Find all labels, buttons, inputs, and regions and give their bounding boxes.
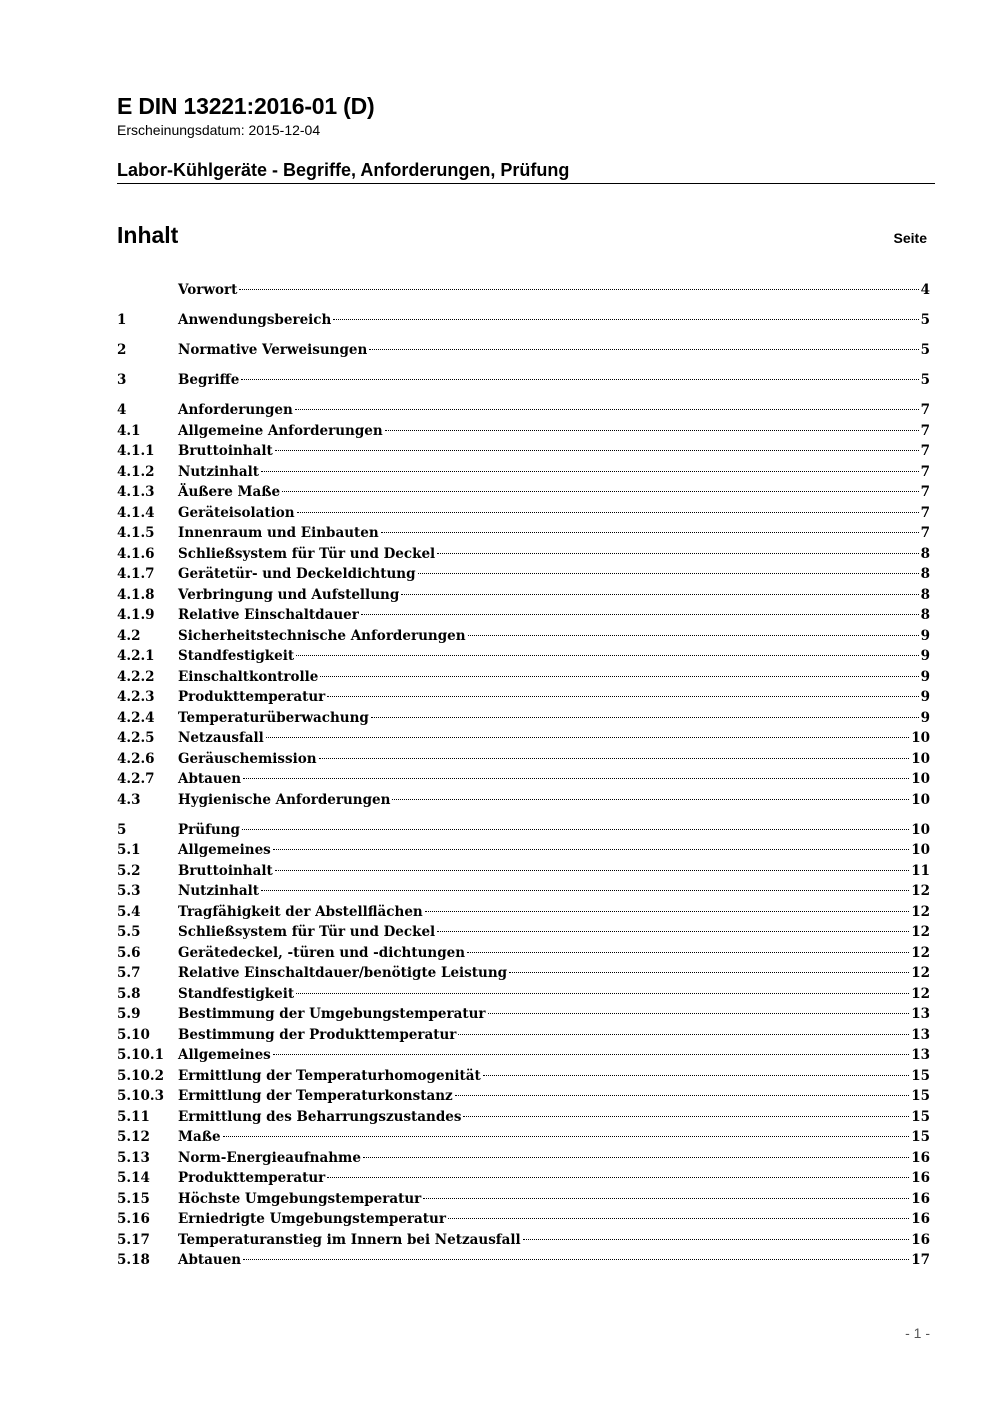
toc-entry-number: 4.2.4 xyxy=(117,709,155,726)
toc-entry-number: 5.10.2 xyxy=(117,1067,164,1084)
toc-entry-page: 7 xyxy=(920,504,930,521)
toc-entry-label: Gerätedeckel, -türen und -dichtungen xyxy=(178,944,466,961)
toc-entry-number: 4.2.7 xyxy=(117,771,155,787)
toc-entry-page: 8 xyxy=(920,607,930,623)
toc-entry[interactable] xyxy=(117,370,930,391)
toc-entry-label: Geräteisolation xyxy=(178,504,295,521)
toc-dot-leader xyxy=(483,1075,909,1076)
toc-entry-label: Tragfähigkeit der Abstellflächen xyxy=(178,903,423,920)
toc-entry[interactable] xyxy=(117,840,930,861)
toc-entry[interactable] xyxy=(117,1107,930,1128)
toc-dot-leader xyxy=(273,1054,909,1055)
toc-entry[interactable] xyxy=(117,310,930,331)
toc-entry-number: 4.2.6 xyxy=(117,750,155,767)
toc-entry-page: 9 xyxy=(920,627,930,644)
toc-entry-number: 4.2 xyxy=(117,627,141,644)
toc-dot-leader xyxy=(401,594,918,595)
toc-dot-leader xyxy=(320,676,918,677)
toc-entry-label: Vorwort xyxy=(178,282,238,298)
page-column-label: Seite xyxy=(893,230,927,246)
toc-entry-number: 5.11 xyxy=(117,1108,150,1125)
toc-entry-label: Abtauen xyxy=(178,771,242,787)
toc-entry[interactable] xyxy=(117,749,930,770)
toc-entry[interactable] xyxy=(117,544,930,565)
toc-entry[interactable] xyxy=(117,708,930,729)
toc-entry[interactable] xyxy=(117,1230,930,1251)
toc-entry[interactable] xyxy=(117,963,930,984)
toc-entry-label: Bruttoinhalt xyxy=(178,443,273,459)
toc-entry-number: 4.1.4 xyxy=(117,504,155,521)
toc-entry-label: Relative Einschaltdauer xyxy=(178,607,359,623)
toc-dot-leader xyxy=(296,655,918,656)
toc-entry[interactable] xyxy=(117,922,930,943)
toc-dot-leader xyxy=(239,289,918,290)
toc-dot-leader xyxy=(223,1136,910,1137)
toc-dot-leader xyxy=(423,1198,909,1199)
toc-entry-page: 15 xyxy=(911,1088,930,1104)
toc-entry-label: Verbringung und Aufstellung xyxy=(178,586,400,603)
toc-entry-number: 5.1 xyxy=(117,842,141,858)
toc-entry[interactable] xyxy=(117,1045,930,1066)
toc-entry[interactable] xyxy=(117,462,930,483)
toc-dot-leader xyxy=(282,491,919,492)
toc-entry-number: 2 xyxy=(117,342,127,358)
toc-entry[interactable] xyxy=(117,400,930,421)
toc-entry-page: 15 xyxy=(911,1108,930,1125)
toc-entry-page: 10 xyxy=(911,730,930,746)
toc-entry-page: 5 xyxy=(920,312,930,328)
toc-dot-leader xyxy=(363,1157,909,1158)
toc-entry-page: 5 xyxy=(920,372,930,388)
toc-entry[interactable] xyxy=(117,687,930,708)
toc-entry-label: Gerätetür- und Deckeldichtung xyxy=(178,566,416,582)
toc-entry-page: 10 xyxy=(911,791,930,808)
toc-entry-label: Bestimmung der Produkttemperatur xyxy=(178,1026,457,1043)
toc-entry-number: 5.10.1 xyxy=(117,1047,164,1063)
toc-entry-page: 9 xyxy=(920,689,930,705)
toc-heading: Inhalt xyxy=(117,222,179,248)
toc-dot-leader xyxy=(463,1116,909,1117)
toc-entry-label: Geräuschemission xyxy=(178,750,317,767)
toc-dot-leader xyxy=(319,758,910,759)
toc-dot-leader xyxy=(523,1239,910,1240)
toc-entry[interactable] xyxy=(117,340,930,361)
toc-entry-label: Standfestigkeit xyxy=(178,648,295,664)
toc-header xyxy=(117,222,927,252)
toc-entry-page: 10 xyxy=(911,821,930,838)
toc-entry-page: 12 xyxy=(911,903,930,920)
toc-entry-number: 4.2.3 xyxy=(117,689,155,705)
toc-entry[interactable] xyxy=(117,564,930,585)
toc-entry-page: 10 xyxy=(911,842,930,858)
toc-entry-number: 1 xyxy=(117,312,127,328)
toc-entry-number: 5.9 xyxy=(117,1006,141,1022)
toc-entry-page: 16 xyxy=(911,1231,930,1248)
toc-entry-number: 4.1.5 xyxy=(117,525,155,541)
toc-entry[interactable] xyxy=(117,482,930,503)
toc-entry-number: 5.12 xyxy=(117,1129,150,1145)
toc-entry-label: Sicherheitstechnische Anforderungen xyxy=(178,627,466,644)
toc-entry[interactable] xyxy=(117,626,930,647)
toc-dot-leader xyxy=(437,931,909,932)
toc-entry-label: Nutzinhalt xyxy=(178,463,259,480)
toc-entry-number: 5.3 xyxy=(117,883,141,899)
toc-dot-leader xyxy=(437,553,918,554)
toc-entry[interactable] xyxy=(117,790,930,811)
toc-entry-label: Relative Einschaltdauer/benötigte Leistung xyxy=(178,965,508,981)
toc-entry[interactable] xyxy=(117,881,930,902)
toc-entry-label: Netzausfall xyxy=(178,730,264,746)
toc-dot-leader xyxy=(361,614,919,615)
toc-entry-page: 10 xyxy=(911,750,930,767)
toc-entry-page: 7 xyxy=(920,525,930,541)
toc-entry-label: Äußere Maße xyxy=(178,484,281,500)
toc-entry-page: 8 xyxy=(920,566,930,582)
toc-dot-leader xyxy=(381,532,919,533)
toc-dot-leader xyxy=(448,1218,909,1219)
toc-dot-leader xyxy=(455,1095,910,1096)
toc-dot-leader xyxy=(275,870,910,871)
toc-entry-number: 5.14 xyxy=(117,1170,150,1186)
toc-entry-page: 15 xyxy=(911,1129,930,1145)
toc-entry-number: 5.10 xyxy=(117,1026,150,1043)
toc-entry[interactable] xyxy=(117,1148,930,1169)
toc-dot-leader xyxy=(266,737,909,738)
toc-entry-number: 5.7 xyxy=(117,965,141,981)
toc-entry-page: 7 xyxy=(920,463,930,480)
toc-entry-label: Produkttemperatur xyxy=(178,689,326,705)
toc-entry[interactable] xyxy=(117,820,930,841)
toc-entry-page: 12 xyxy=(911,883,930,899)
toc-entry[interactable] xyxy=(117,1209,930,1230)
toc-entry-page: 9 xyxy=(920,709,930,726)
toc-entry-page: 12 xyxy=(911,965,930,981)
toc-entry-label: Höchste Umgebungstemperatur xyxy=(178,1190,422,1207)
toc-entry-page: 4 xyxy=(920,282,930,298)
toc-entry-page: 13 xyxy=(911,1026,930,1043)
toc-entry[interactable] xyxy=(117,421,930,442)
toc-dot-leader xyxy=(273,849,909,850)
toc-entry-label: Temperaturüberwachung xyxy=(178,709,369,726)
toc-entry-number: 4.2.5 xyxy=(117,730,155,746)
toc-entry-label: Hygienische Anforderungen xyxy=(178,791,391,808)
toc-dot-leader xyxy=(458,1034,909,1035)
toc-entry-page: 16 xyxy=(911,1149,930,1166)
toc-entry-label: Allgemeines xyxy=(178,1047,271,1063)
toc-entry-label: Bestimmung der Umgebungstemperatur xyxy=(178,1006,486,1022)
toc-entry-number: 5.4 xyxy=(117,903,141,920)
toc-entry-label: Allgemeines xyxy=(178,842,271,858)
toc-dot-leader xyxy=(327,696,918,697)
toc-dot-leader xyxy=(467,952,909,953)
toc-entry-page: 10 xyxy=(911,771,930,787)
toc-entry-number: 5.17 xyxy=(117,1231,150,1248)
toc-dot-leader xyxy=(261,890,909,891)
toc-entry-page: 7 xyxy=(920,484,930,500)
toc-entry-label: Einschaltkontrolle xyxy=(178,668,319,685)
toc-dot-leader xyxy=(392,799,909,800)
toc-entry-label: Schließsystem für Tür und Deckel xyxy=(178,924,436,940)
toc-dot-leader xyxy=(369,349,918,350)
toc-entry-number: 4.1.9 xyxy=(117,607,155,623)
toc-dot-leader xyxy=(295,409,919,410)
toc-entry-number: 5.6 xyxy=(117,944,141,961)
toc-entry-number: 5.10.3 xyxy=(117,1088,164,1104)
toc-dot-leader xyxy=(296,993,909,994)
toc-entry[interactable] xyxy=(117,441,930,462)
toc-entry-page: 12 xyxy=(911,924,930,940)
toc-dot-leader xyxy=(425,911,909,912)
toc-entry[interactable] xyxy=(117,1025,930,1046)
toc-entry-label: Ermittlung des Beharrungszustandes xyxy=(178,1108,462,1125)
toc-entry-number: 4.1.7 xyxy=(117,566,155,582)
toc-entry-page: 16 xyxy=(911,1170,930,1186)
toc-entry-label: Normative Verweisungen xyxy=(178,342,368,358)
toc-dot-leader xyxy=(243,1259,909,1260)
toc-entry-page: 16 xyxy=(911,1190,930,1207)
toc-dot-leader xyxy=(468,635,919,636)
toc-entry-page: 15 xyxy=(911,1067,930,1084)
toc-entry[interactable] xyxy=(117,861,930,882)
toc-entry-page: 11 xyxy=(911,862,930,879)
toc-entry-page: 7 xyxy=(920,402,930,418)
toc-entry-number: 5.15 xyxy=(117,1190,150,1207)
toc-entry-label: Abtauen xyxy=(178,1252,242,1268)
toc-entry-number: 4.1.3 xyxy=(117,484,155,500)
toc-dot-leader xyxy=(241,379,918,380)
toc-dot-leader xyxy=(261,471,919,472)
toc-entry[interactable] xyxy=(117,943,930,964)
toc-dot-leader xyxy=(297,512,919,513)
toc-entry[interactable] xyxy=(117,646,930,667)
toc-entry-number: 5 xyxy=(117,821,127,838)
publication-date: Erscheinungsdatum: 2015-12-04 xyxy=(117,122,321,138)
toc-entry-label: Prüfung xyxy=(178,821,240,838)
toc-entry-label: Produkttemperatur xyxy=(178,1170,326,1186)
toc-entry[interactable] xyxy=(117,1189,930,1210)
toc-entry-label: Innenraum und Einbauten xyxy=(178,525,379,541)
toc-entry-label: Begriffe xyxy=(178,372,240,388)
toc-entry-number: 4.1 xyxy=(117,422,141,439)
toc-entry-page: 16 xyxy=(911,1211,930,1227)
document-title: Labor-Kühlgeräte - Begriffe, Anforderungen, Prüfung xyxy=(117,159,935,184)
toc-entry-label: Standfestigkeit xyxy=(178,985,295,1002)
toc-entry[interactable] xyxy=(117,1066,930,1087)
toc-entry-page: 13 xyxy=(911,1006,930,1022)
toc-entry[interactable] xyxy=(117,902,930,923)
toc-dot-leader xyxy=(275,450,919,451)
toc-entry-label: Ermittlung der Temperaturkonstanz xyxy=(178,1088,453,1104)
toc-dot-leader xyxy=(418,573,919,574)
toc-entry-page: 7 xyxy=(920,422,930,439)
toc-entry-number: 5.13 xyxy=(117,1149,150,1166)
toc-entry-label: Schließsystem für Tür und Deckel xyxy=(178,545,436,562)
toc-entry-number: 4.1.1 xyxy=(117,443,155,459)
toc-entry-number: 4.3 xyxy=(117,791,141,808)
toc-entry-label: Maße xyxy=(178,1129,221,1145)
document-header xyxy=(117,92,935,184)
toc-entry[interactable] xyxy=(117,523,930,544)
toc-entry-number: 5.16 xyxy=(117,1211,150,1227)
toc-entry[interactable] xyxy=(117,769,930,790)
toc-entry-label: Norm-Energieaufnahme xyxy=(178,1149,361,1166)
toc-dot-leader xyxy=(385,430,919,431)
toc-entry-number: 5.18 xyxy=(117,1252,150,1268)
toc-entry-number: 4 xyxy=(117,402,127,418)
toc-entry-number: 5.5 xyxy=(117,924,141,940)
toc-entry[interactable] xyxy=(117,585,930,606)
toc-entry-label: Temperaturanstieg im Innern bei Netzausfall xyxy=(178,1231,521,1248)
toc-dot-leader xyxy=(509,972,909,973)
toc-entry[interactable] xyxy=(117,1086,930,1107)
toc-entry[interactable] xyxy=(117,1127,930,1148)
toc-entry[interactable] xyxy=(117,280,930,301)
toc-entry-page: 9 xyxy=(920,668,930,685)
toc-entry[interactable] xyxy=(117,728,930,749)
toc-entry-page: 7 xyxy=(920,443,930,459)
toc-entry-number: 4.1.6 xyxy=(117,545,155,562)
toc-entry-label: Anforderungen xyxy=(178,402,293,418)
table-of-contents xyxy=(117,280,930,1271)
toc-entry[interactable] xyxy=(117,1168,930,1189)
toc-entry-label: Anwendungsbereich xyxy=(178,312,332,328)
toc-entry-page: 12 xyxy=(911,985,930,1002)
toc-entry-label: Nutzinhalt xyxy=(178,883,259,899)
toc-entry-label: Erniedrigte Umgebungstemperatur xyxy=(178,1211,446,1227)
page-number: - 1 - xyxy=(905,1325,930,1341)
toc-entry-number: 4.2.2 xyxy=(117,668,155,685)
toc-entry-number: 4.2.1 xyxy=(117,648,155,664)
toc-entry[interactable] xyxy=(117,984,930,1005)
toc-entry-label: Allgemeine Anforderungen xyxy=(178,422,383,439)
toc-entry-label: Bruttoinhalt xyxy=(178,862,273,879)
toc-dot-leader xyxy=(242,829,909,830)
toc-entry[interactable] xyxy=(117,1004,930,1025)
toc-entry[interactable] xyxy=(117,503,930,524)
toc-entry-page: 8 xyxy=(920,545,930,562)
toc-entry-label: Ermittlung der Temperaturhomogenität xyxy=(178,1067,481,1084)
toc-entry-page: 17 xyxy=(911,1252,930,1268)
toc-entry-number: 3 xyxy=(117,372,127,388)
toc-dot-leader xyxy=(243,778,909,779)
toc-entry[interactable] xyxy=(117,1250,930,1271)
toc-entry-number: 4.1.8 xyxy=(117,586,155,603)
toc-entry-page: 5 xyxy=(920,342,930,358)
toc-dot-leader xyxy=(488,1013,910,1014)
toc-entry-page: 13 xyxy=(911,1047,930,1063)
toc-entry-page: 12 xyxy=(911,944,930,961)
toc-entry-number: 4.1.2 xyxy=(117,463,155,480)
toc-dot-leader xyxy=(327,1177,909,1178)
toc-entry-page: 9 xyxy=(920,648,930,664)
toc-dot-leader xyxy=(371,717,919,718)
toc-entry-number: 5.8 xyxy=(117,985,141,1002)
toc-entry[interactable] xyxy=(117,667,930,688)
toc-entry[interactable] xyxy=(117,605,930,626)
toc-entry-number: 5.2 xyxy=(117,862,141,879)
toc-dot-leader xyxy=(333,319,918,320)
toc-entry-page: 8 xyxy=(920,586,930,603)
document-id: E DIN 13221:2016-01 (D) xyxy=(117,93,375,119)
